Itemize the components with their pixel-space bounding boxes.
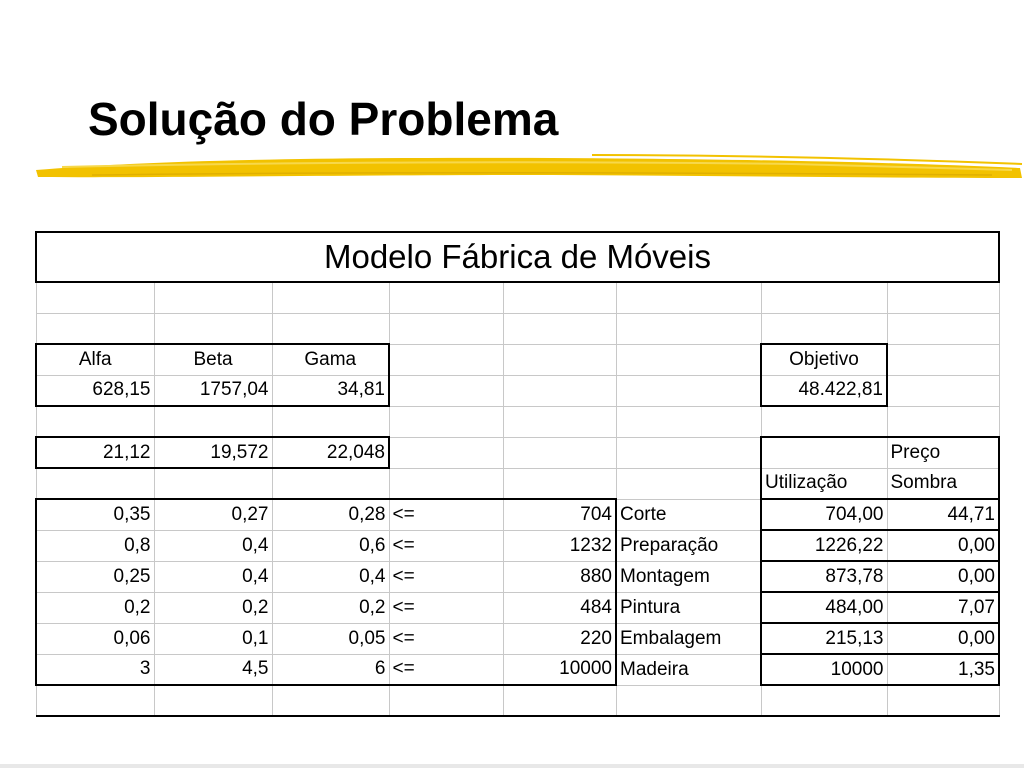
column-headers-row (36, 468, 999, 499)
objective-label: Objetivo (761, 344, 887, 375)
constraint-usage: 704,00 (761, 499, 887, 530)
constraint-limit: 220 (503, 623, 616, 654)
constraint-usage: 484,00 (761, 592, 887, 623)
constraint-coef-a: 0,35 (36, 499, 154, 530)
constraint-limit: 10000 (503, 654, 616, 685)
constraint-row (36, 561, 999, 592)
constraint-name: Pintura (616, 592, 761, 623)
constraint-usage: 10000 (761, 654, 887, 685)
header-beta: Beta (154, 344, 272, 375)
constraint-coef-b: 4,5 (154, 654, 272, 685)
table-title: Modelo Fábrica de Móveis (36, 232, 999, 282)
constraint-coef-b: 0,1 (154, 623, 272, 654)
value-beta: 1757,04 (154, 375, 272, 406)
constraint-coef-c: 0,4 (272, 561, 389, 592)
constraint-row (36, 530, 999, 561)
constraint-coef-b: 0,2 (154, 592, 272, 623)
constraint-operator: <= (389, 530, 503, 561)
spreadsheet-table (35, 231, 1000, 717)
constraint-usage: 1226,22 (761, 530, 887, 561)
header-gama: Gama (272, 344, 389, 375)
header-alfa: Alfa (36, 344, 154, 375)
constraint-name: Embalagem (616, 623, 761, 654)
constraint-coef-a: 0,25 (36, 561, 154, 592)
constraint-row (36, 623, 999, 654)
constraint-usage: 873,78 (761, 561, 887, 592)
constraint-coef-b: 0,27 (154, 499, 272, 530)
constraint-operator: <= (389, 499, 503, 530)
constraint-coef-a: 0,06 (36, 623, 154, 654)
constraint-coef-c: 6 (272, 654, 389, 685)
variables-header-row (36, 344, 999, 375)
coef-alfa: 21,12 (36, 437, 154, 468)
value-alfa: 628,15 (36, 375, 154, 406)
empty-row (36, 282, 999, 313)
highlighter-stroke (32, 150, 1024, 190)
constraint-coef-b: 0,4 (154, 530, 272, 561)
constraint-row (36, 592, 999, 623)
coef-gama: 22,048 (272, 437, 389, 468)
constraint-shadow-price: 7,07 (887, 592, 999, 623)
constraint-shadow-price: 0,00 (887, 530, 999, 561)
constraint-operator: <= (389, 623, 503, 654)
constraint-limit: 880 (503, 561, 616, 592)
constraint-row (36, 499, 999, 530)
constraint-coef-c: 0,6 (272, 530, 389, 561)
utilization-header: Utilização (761, 468, 887, 499)
constraint-row (36, 654, 999, 685)
constraint-limit: 704 (503, 499, 616, 530)
constraint-shadow-price: 0,00 (887, 561, 999, 592)
constraint-shadow-price: 1,35 (887, 654, 999, 685)
slide-title: Solução do Problema (88, 93, 559, 145)
constraint-name: Montagem (616, 561, 761, 592)
constraint-coef-c: 0,28 (272, 499, 389, 530)
coefficients-row (36, 437, 999, 468)
constraint-coef-a: 0,2 (36, 592, 154, 623)
constraint-limit: 1232 (503, 530, 616, 561)
constraint-coef-c: 0,2 (272, 592, 389, 623)
constraint-shadow-price: 0,00 (887, 623, 999, 654)
empty-row (36, 406, 999, 437)
constraint-coef-a: 3 (36, 654, 154, 685)
constraint-usage: 215,13 (761, 623, 887, 654)
shadow-price-header-bottom: Sombra (887, 468, 999, 499)
constraint-limit: 484 (503, 592, 616, 623)
objective-value: 48.422,81 (761, 375, 887, 406)
constraint-operator: <= (389, 561, 503, 592)
value-gama: 34,81 (272, 375, 389, 406)
coef-beta: 19,572 (154, 437, 272, 468)
variables-values-row (36, 375, 999, 406)
constraint-shadow-price: 44,71 (887, 499, 999, 530)
constraint-name: Madeira (616, 654, 761, 685)
constraint-coef-a: 0,8 (36, 530, 154, 561)
shadow-price-header-top: Preço (887, 437, 999, 468)
empty-row (36, 685, 999, 716)
constraint-operator: <= (389, 654, 503, 685)
constraint-coef-c: 0,05 (272, 623, 389, 654)
constraint-operator: <= (389, 592, 503, 623)
constraint-name: Preparação (616, 530, 761, 561)
empty-row (36, 313, 999, 344)
constraint-coef-b: 0,4 (154, 561, 272, 592)
bottom-bar (0, 764, 1024, 768)
constraint-name: Corte (616, 499, 761, 530)
